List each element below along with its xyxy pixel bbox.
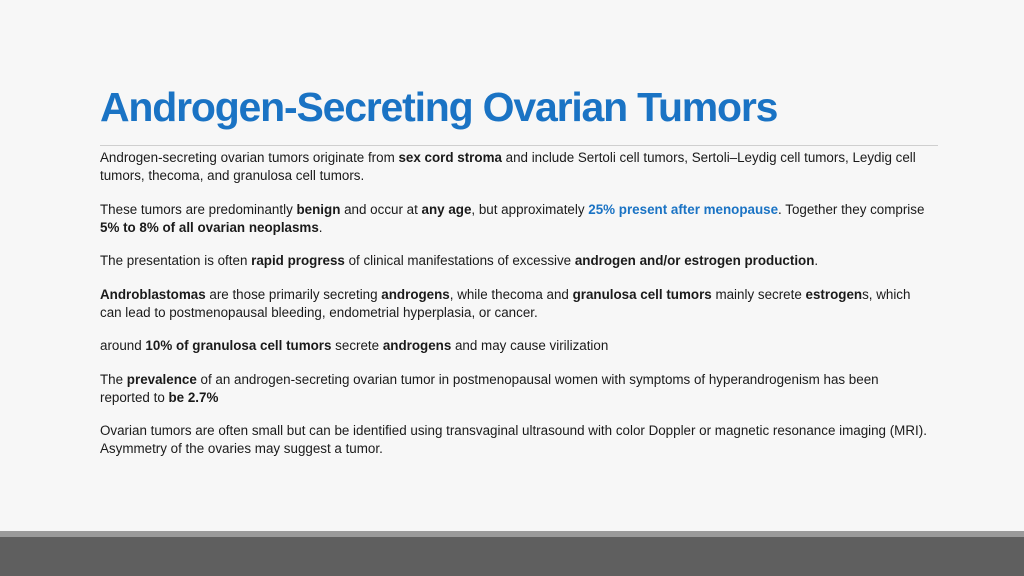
paragraph-virilization <box>100 337 930 355</box>
text-run: Androgen-secreting ovarian tumors originate from <box>100 150 399 165</box>
text-run-bold: androgens <box>382 338 452 353</box>
text-run-bold: sex cord stroma <box>398 150 502 165</box>
text-run: . <box>814 253 819 268</box>
slide-title: Androgen-Secreting Ovarian Tumors <box>100 84 778 130</box>
text-run-bold: androgen and/or estrogen production <box>574 253 815 268</box>
text-run: , while thecoma and <box>449 286 573 302</box>
text-run: The <box>100 371 127 387</box>
text-run-bold: granulosa cell tumors <box>572 286 712 302</box>
text-run-bold: Androblastomas <box>100 286 206 302</box>
text-run: around <box>100 338 146 353</box>
text-run-bold: androgens <box>381 286 450 302</box>
text-run-bold: be 2.7% <box>168 389 219 405</box>
text-run-bold: any age <box>421 201 472 217</box>
text-run: . <box>318 219 323 235</box>
text-run-highlight: 25% present after menopause <box>588 201 779 217</box>
text-run-bold: 10% of granulosa cell tumors <box>145 338 332 353</box>
text-run-bold: estrogen <box>805 286 863 302</box>
paragraph-imaging <box>100 422 930 458</box>
paragraph-presentation <box>100 252 930 270</box>
text-run-bold: 5% to 8% of all ovarian neoplasms <box>100 219 319 235</box>
text-run: These tumors are predominantly <box>100 201 297 217</box>
text-run: of clinical manifestations of excessive <box>344 253 575 268</box>
text-run: Ovarian tumors are often small but can be identified using transvaginal ultrasound with color Doppler or magnetic resonance imaging (MRI). Asymmetry of the ovaries may suggest a tumor. <box>100 423 927 456</box>
text-run-bold: benign <box>296 201 341 217</box>
text-run: are those primarily secreting <box>205 286 382 302</box>
title-divider <box>100 145 938 146</box>
text-run: secrete <box>331 338 383 353</box>
text-run: and include Sertoli cell tumors, Sertoli–Leydig cell tumors, Leydig cell tumors, thecoma, and granulosa cell tumors. <box>100 150 916 183</box>
text-run: . Together they comprise <box>778 201 925 217</box>
text-run: , but approximately <box>471 201 589 217</box>
text-run: and may cause virilization <box>451 338 609 353</box>
footer-band <box>0 537 1024 576</box>
slide-body <box>100 149 930 474</box>
paragraph-origin <box>100 149 930 185</box>
text-run: The presentation is often <box>100 253 252 268</box>
text-run: of an androgen-secreting ovarian tumor in postmenopausal women with symptoms of hyperandrogenism has been reported to <box>100 371 879 405</box>
paragraph-epidemiology <box>100 201 930 237</box>
paragraph-prevalence <box>100 371 930 407</box>
text-run-bold: prevalence <box>126 371 197 387</box>
text-run: mainly secrete <box>711 286 806 302</box>
text-run-bold: rapid progress <box>251 253 345 268</box>
text-run: and occur at <box>340 201 422 217</box>
paragraph-secretion <box>100 286 930 322</box>
text-run: s, which can lead to postmenopausal bleeding, endometrial hyperplasia, or cancer. <box>100 286 911 320</box>
